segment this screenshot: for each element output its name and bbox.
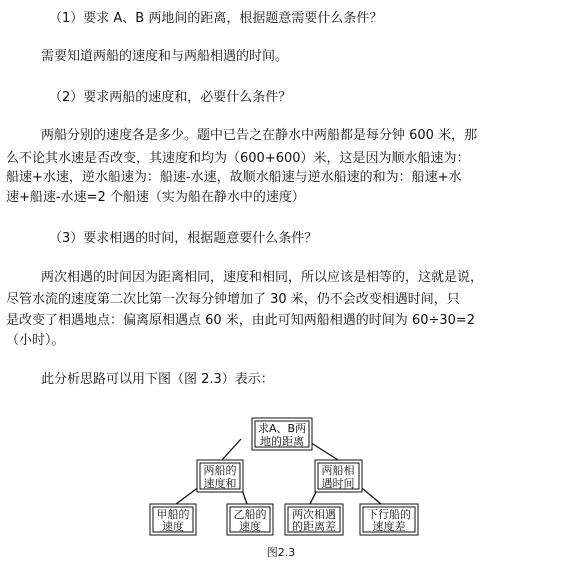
paragraph-2-line-3: 船速+水速，逆水船速为：船速-水速，故顺水船速与逆水船速的和为：船速+水 (6, 170, 462, 185)
node-distance-difference (285, 504, 343, 535)
node-root-line-1: 求A、B两 (257, 422, 307, 435)
paragraph-3-line-4: （小时）。 (6, 333, 65, 348)
node-speed-sum-line-2: 速度和 (203, 477, 237, 490)
node-boat-a-speed-line-1: 甲船的 (156, 508, 190, 521)
diagram-intro: 此分析思路可以用下图（图 2.3）表示： (41, 372, 274, 387)
node-speed-sum (197, 460, 243, 492)
node-root (252, 418, 312, 450)
question-1: （1）要求 A、B 两地间的距离，根据题意需要什么条件？ (49, 11, 383, 26)
node-boat-a-speed-line-2: 速度 (162, 520, 184, 533)
paragraph-3-line-3: 是改变了相遇地点：偏离原相遇点 60 米，由此可知两船相遇的时间为 60÷30=2 (6, 313, 476, 328)
question-2: （2）要求两船的速度和，必要什么条件？ (49, 90, 292, 105)
paragraph-2-line-1: 两船分别的速度各是多少。题中已告之在静水中两船都是每分钟 600 米，那 (41, 128, 478, 143)
node-boat-a-speed (150, 504, 196, 535)
node-boat-b-speed-line-2: 速度 (239, 520, 261, 533)
node-meet-time (315, 460, 362, 492)
figure-caption: 图2.3 (266, 546, 296, 559)
node-meet-time-line-1: 两船相 (321, 464, 355, 477)
node-distance-difference-line-1: 两次相遇 (292, 508, 336, 521)
connector-root-left (222, 439, 241, 460)
node-downstream-speed-difference (360, 504, 418, 535)
paragraph-2-line-4: 速+船速-水速=2 个船速（实为船在静水中的速度） (6, 190, 305, 205)
answer-1: 需要知道两船的速度和与两船相遇的时间。 (41, 49, 289, 64)
node-speed-sum-line-1: 两船的 (203, 464, 237, 477)
node-downstream-speed-difference-line-2: 速度差 (372, 520, 406, 533)
node-downstream-speed-difference-line-1: 下行船的 (367, 508, 411, 521)
question-3: （3）要求相遇的时间，根据题意要什么条件？ (49, 231, 318, 246)
node-distance-difference-line-2: 的距离差 (292, 520, 336, 533)
node-root-line-2: 地的距离 (260, 435, 304, 448)
paragraph-3-line-2: 尽管水流的速度第二次比第一次每分钟增加了 30 米，仍不会改变相遇时间，只 (6, 292, 460, 307)
node-meet-time-line-2: 遇时间 (321, 477, 355, 490)
paragraph-3-line-1: 两次相遇的时间因为距离相同，速度和相同，所以应该是相等的，这就是说， (41, 270, 484, 285)
node-boat-b-speed (227, 504, 273, 535)
node-boat-b-speed-line-1: 乙船的 (233, 508, 267, 521)
paragraph-2-line-2: 么不论其水速是否改变，其速度和均为（600+600）米，这是因为顺水船速为： (6, 151, 470, 166)
